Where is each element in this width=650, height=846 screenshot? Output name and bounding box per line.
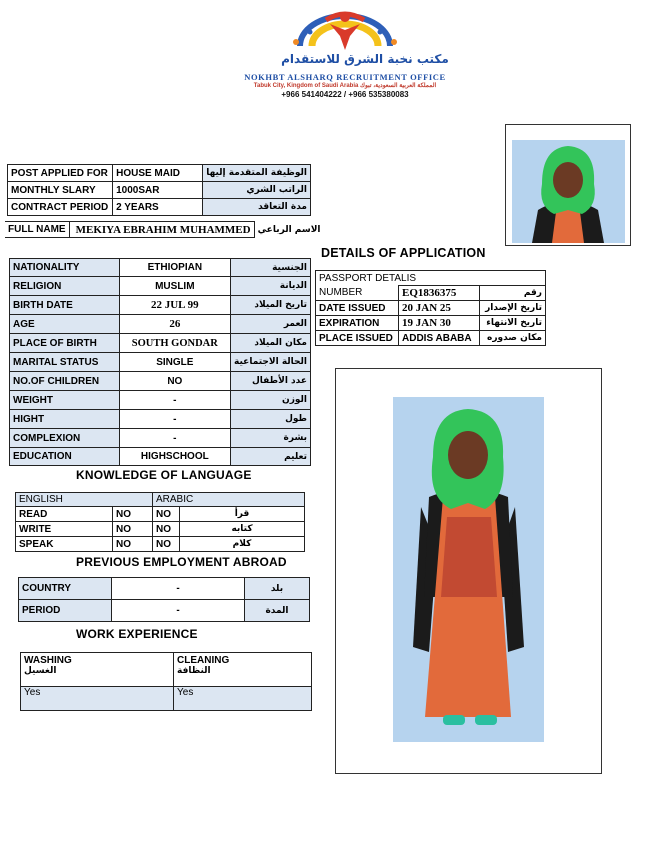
cleaning-header xyxy=(174,653,312,687)
speak-label-ar: كلام xyxy=(180,537,305,552)
speak-arabic: NO xyxy=(153,537,180,552)
post-value: HOUSE MAID xyxy=(113,165,203,182)
period-label: PERIOD xyxy=(19,600,112,622)
table-row xyxy=(16,507,305,522)
table-row xyxy=(21,687,312,711)
age-label-ar: العمر xyxy=(231,315,311,334)
office-location: Tabuk City, Kingdom of Saudi Arabia المملكة العربية السعودية، تبوك xyxy=(253,83,437,89)
salary-label: MONTHLY SLARY xyxy=(8,182,113,199)
contract-label: CONTRACT PERIOD xyxy=(8,199,113,216)
speak-english: NO xyxy=(113,537,153,552)
table-row xyxy=(10,372,311,391)
work-title: WORK EXPERIENCE xyxy=(76,627,198,641)
write-english: NO xyxy=(113,522,153,537)
read-arabic: NO xyxy=(153,507,180,522)
place-issued-label-ar: مكان صدوره xyxy=(480,331,546,346)
education-label: EDUCATION xyxy=(10,448,120,466)
table-row xyxy=(5,222,323,238)
salary-value: 1000SAR xyxy=(113,182,203,199)
table-row xyxy=(8,199,311,216)
large-photo-frame xyxy=(335,368,602,774)
contract-value: 2 YEARS xyxy=(113,199,203,216)
arabic-header: ARABIC xyxy=(153,493,305,507)
complexion-label: COMPLEXION xyxy=(10,429,120,448)
period-label-ar: المدة xyxy=(245,600,310,622)
language-title: KNOWLEDGE OF LANGUAGE xyxy=(76,468,252,482)
children-value: NO xyxy=(119,372,230,391)
read-english: NO xyxy=(113,507,153,522)
full-name-label: FULL NAME xyxy=(5,222,69,238)
cleaning-value: Yes xyxy=(174,687,312,711)
contract-label-ar: مدة التعاقد xyxy=(203,199,311,216)
speak-label: SPEAK xyxy=(16,537,113,552)
table-row xyxy=(21,653,312,687)
place-issued-value: ADDIS ABABA xyxy=(399,331,480,346)
table-row xyxy=(316,331,546,346)
table-row xyxy=(10,410,311,429)
personal-details-table xyxy=(9,258,311,466)
table-row xyxy=(10,448,311,466)
table-row xyxy=(16,522,305,537)
nationality-label: NATIONALITY xyxy=(10,259,120,277)
cleaning-label: CLEANING xyxy=(177,655,230,666)
washing-label-ar: الغسيل xyxy=(24,666,57,676)
place-of-birth-value: SOUTH GONDAR xyxy=(119,334,230,353)
table-row xyxy=(316,271,546,286)
washing-label: WASHING xyxy=(24,655,72,666)
full-name-value: MEKIYA EBRAHIM MUHAMMED xyxy=(69,222,254,238)
salary-label-ar: الراتب الشري xyxy=(203,182,311,199)
washing-value: Yes xyxy=(21,687,174,711)
work-table xyxy=(20,652,312,711)
passport-number-value: EQ1836375 xyxy=(399,286,480,301)
country-label-ar: بلد xyxy=(245,578,310,600)
table-row xyxy=(316,301,546,316)
table-row xyxy=(10,277,311,296)
place-of-birth-label: PLACE OF BIRTH xyxy=(10,334,120,353)
expiration-label: EXPIRATION xyxy=(316,316,399,331)
table-row xyxy=(19,578,310,600)
expiration-label-ar: تاريخ الانتهاء xyxy=(480,316,546,331)
table-row xyxy=(10,296,311,315)
employment-table xyxy=(18,577,310,622)
height-value: - xyxy=(119,410,230,429)
period-value: - xyxy=(112,600,245,622)
applicant-photo-small xyxy=(512,140,625,243)
age-label: AGE xyxy=(10,315,120,334)
full-name-label-ar: الاسم الرباعي xyxy=(257,224,321,235)
education-label-ar: تعليم xyxy=(231,448,311,466)
weight-label-ar: الوزن xyxy=(231,391,311,410)
religion-label: RELIGION xyxy=(10,277,120,296)
age-value: 26 xyxy=(119,315,230,334)
full-name-table xyxy=(5,221,323,238)
employment-title: PREVIOUS EMPLOYMENT ABROAD xyxy=(76,555,287,569)
table-row xyxy=(16,537,305,552)
applicant-photo-full xyxy=(393,397,544,742)
table-row xyxy=(19,600,310,622)
country-label: COUNTRY xyxy=(19,578,112,600)
table-row xyxy=(8,165,311,182)
expiration-value: 19 JAN 30 xyxy=(399,316,480,331)
weight-label: WEIGHT xyxy=(10,391,120,410)
table-row xyxy=(316,316,546,331)
marital-status-label-ar: الحالة الاجتماعية xyxy=(231,353,311,372)
post-label: POST APPLIED FOR xyxy=(8,165,113,182)
marital-status-value: SINGLE xyxy=(119,353,230,372)
language-table xyxy=(15,492,305,552)
place-issued-label: PLACE ISSUED xyxy=(316,331,399,346)
complexion-value: - xyxy=(119,429,230,448)
religion-label-ar: الديانة xyxy=(231,277,311,296)
children-label-ar: عدد الأطفال xyxy=(231,372,311,391)
date-issued-label-ar: تاريخ الإصدار xyxy=(480,301,546,316)
place-of-birth-label-ar: مكان الميلاد xyxy=(231,334,311,353)
table-row xyxy=(8,182,311,199)
nationality-value: ETHIOPIAN xyxy=(119,259,230,277)
write-arabic: NO xyxy=(153,522,180,537)
education-value: HIGHSCHOOL xyxy=(119,448,230,466)
date-issued-label: DATE ISSUED xyxy=(316,301,399,316)
table-row xyxy=(316,286,546,301)
office-logo xyxy=(270,6,420,54)
write-label-ar: كتابه xyxy=(180,522,305,537)
write-label: WRITE xyxy=(16,522,113,537)
birth-date-label: BIRTH DATE xyxy=(10,296,120,315)
passport-table xyxy=(315,270,546,346)
table-row xyxy=(10,334,311,353)
passport-number-label-ar: رقم xyxy=(480,286,546,301)
birth-date-value: 22 JUL 99 xyxy=(119,296,230,315)
table-row xyxy=(10,429,311,448)
nationality-label-ar: الجنسية xyxy=(231,259,311,277)
office-phones: +966 541404222 / +966 535380083 xyxy=(281,90,409,99)
read-label-ar: قرأ xyxy=(180,507,305,522)
passport-title: PASSPORT DETALIS xyxy=(316,271,546,286)
small-photo-frame xyxy=(505,124,631,246)
office-name-en: NOKHBT ALSHARQ RECRUITMENT OFFICE xyxy=(244,72,446,82)
table-row xyxy=(10,353,311,372)
letterhead xyxy=(200,6,490,101)
passport-number-label: NUMBER xyxy=(316,286,399,301)
english-header: ENGLISH xyxy=(16,493,153,507)
read-label: READ xyxy=(16,507,113,522)
country-value: - xyxy=(112,578,245,600)
cleaning-label-ar: النظافة xyxy=(177,666,211,676)
table-row xyxy=(10,259,311,277)
religion-value: MUSLIM xyxy=(119,277,230,296)
weight-value: - xyxy=(119,391,230,410)
table-row xyxy=(10,391,311,410)
date-issued-value: 20 JAN 25 xyxy=(399,301,480,316)
office-name-ar: مكتب نخبة الشرق للاستقدام xyxy=(281,52,449,66)
table-row xyxy=(16,493,305,507)
post-label-ar: الوظيفة المتقدمة إليها xyxy=(203,165,311,182)
complexion-label-ar: بشرة xyxy=(231,429,311,448)
details-title: DETAILS OF APPLICATION xyxy=(321,246,486,260)
birth-date-label-ar: تاريخ الميلاد xyxy=(231,296,311,315)
washing-header xyxy=(21,653,174,687)
height-label: HIGHT xyxy=(10,410,120,429)
post-table xyxy=(7,164,311,216)
table-row xyxy=(10,315,311,334)
marital-status-label: MARITAL STATUS xyxy=(10,353,120,372)
children-label: NO.OF CHILDREN xyxy=(10,372,120,391)
height-label-ar: طول xyxy=(231,410,311,429)
